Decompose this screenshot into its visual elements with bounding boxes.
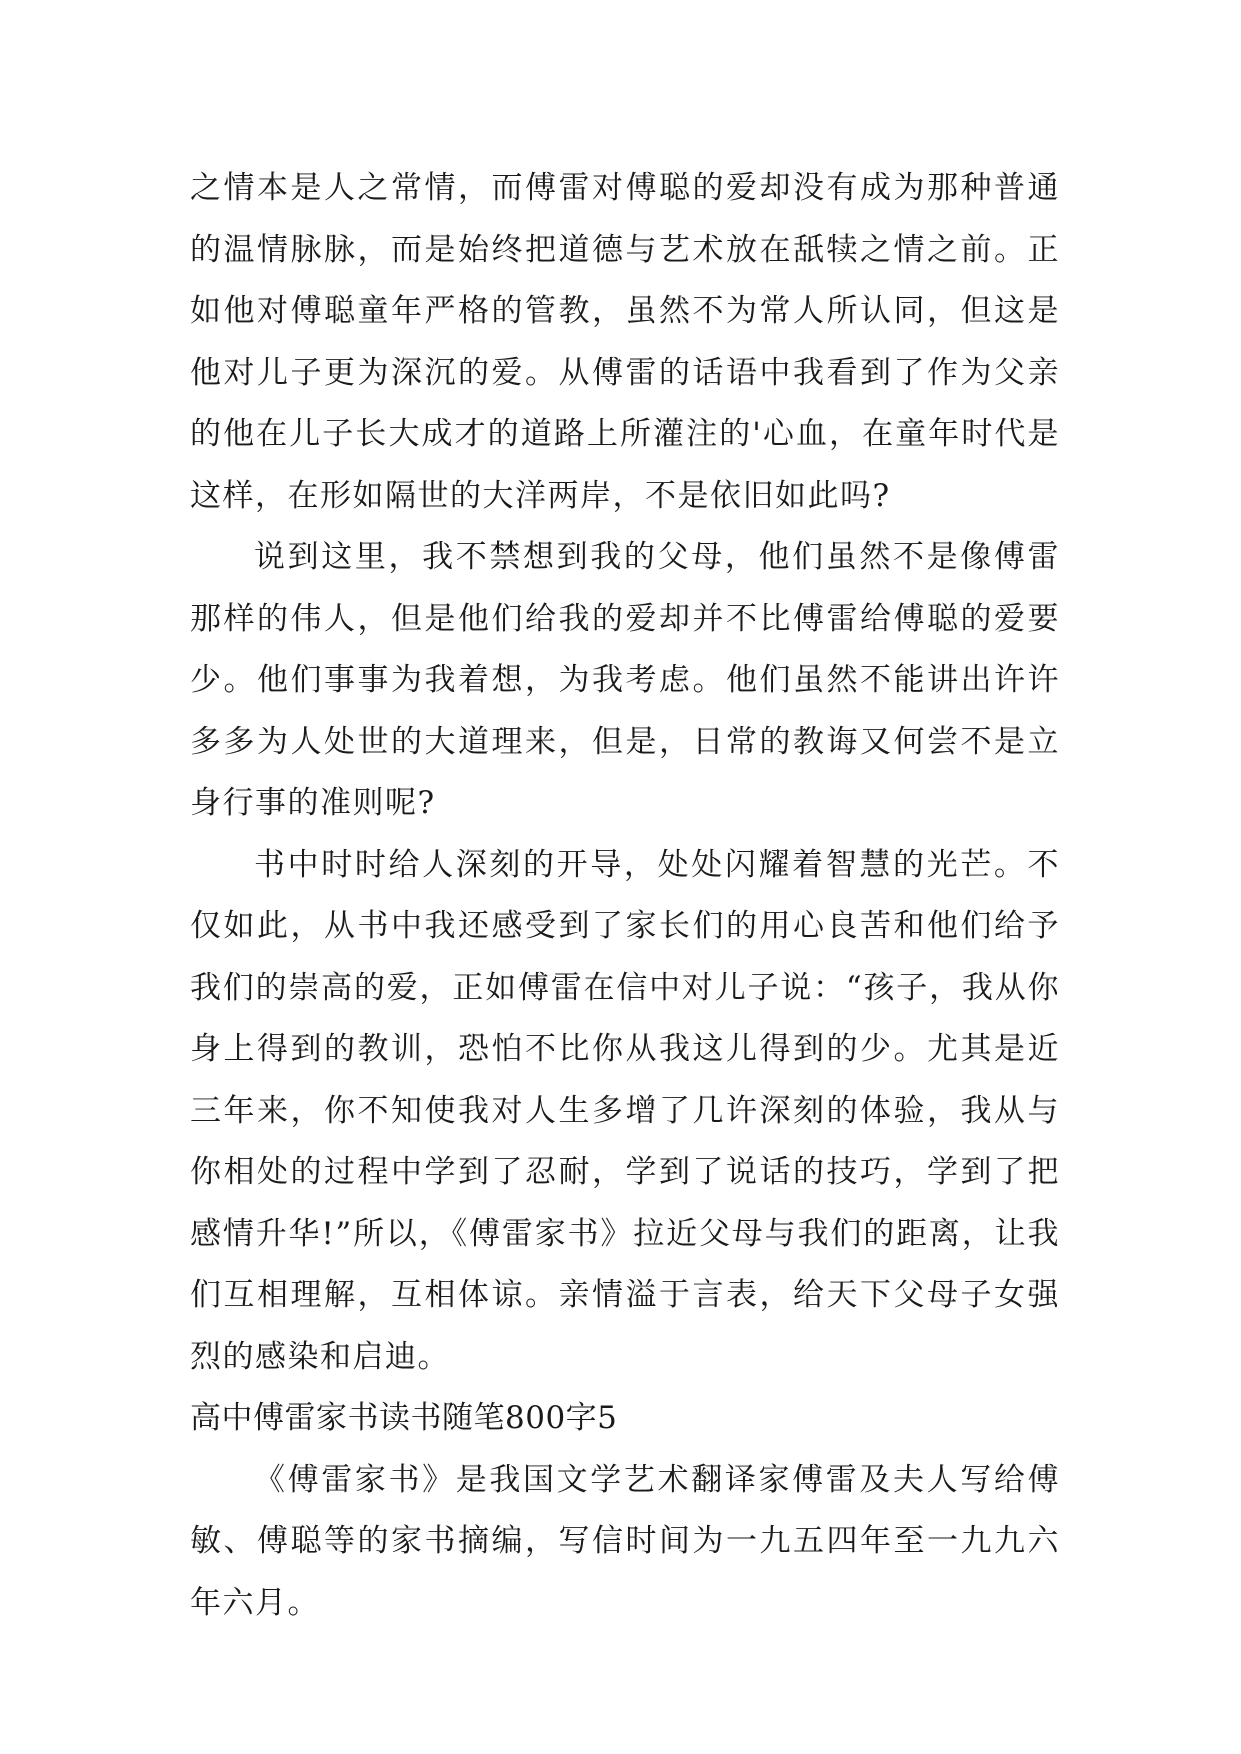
- paragraph-my-parents: 说到这里，我不禁想到我的父母，他们虽然不是像傅雷那样的伟人，但是他们给我的爱却并不比傅雷给傅聪的爱要少。他们事事为我着想，为我考虑。他们虽然不能讲出许许多多为人处世的大道理来，但是，日常的教诲又何尝不是立身行事的准则呢?: [190, 539, 1060, 821]
- paragraph-parental-love: 之情本是人之常情，而傅雷对傅聪的爱却没有成为那种普通的温情脉脉，而是始终把道德与艺术放在舐犊之情之前。正如他对傅聪童年严格的管教，虽然不为常人所认同，但这是他对儿子更为深沉的爱。从傅雷的话语中我看到了作为父亲的他在儿子长大成才的道路上所灌注的'心血，在童年时代是这样，在形如隔世的大洋两岸，不是依旧如此吗?: [190, 170, 1060, 514]
- paragraph-book-intro: 《傅雷家书》是我国文学艺术翻译家傅雷及夫人写给傅敏、傅聪等的家书摘编，写信时间为一九五四年至一九九六年六月。: [190, 1461, 1060, 1621]
- document-body: [190, 158, 1060, 1634]
- section-heading: 高中傅雷家书读书随笔800字5: [190, 1400, 618, 1436]
- paragraph-book-wisdom: 书中时时给人深刻的开导，处处闪耀着智慧的光芒。不仅如此，从书中我还感受到了家长们的用心良苦和他们给予我们的崇高的爱，正如傅雷在信中对儿子说：“孩子，我从你身上得到的教训，恐怕不比你从我这儿得到的少。尤其是近三年来，你不知使我对人生多增了几许深刻的体验，我从与你相处的过程中学到了忍耐，学到了说话的技巧，学到了把感情升华!”所以，《傅雷家书》拉近父母与我们的距离，让我们互相理解，互相体谅。亲情溢于言表，给天下父母子女强烈的感染和启迪。: [190, 846, 1060, 1375]
